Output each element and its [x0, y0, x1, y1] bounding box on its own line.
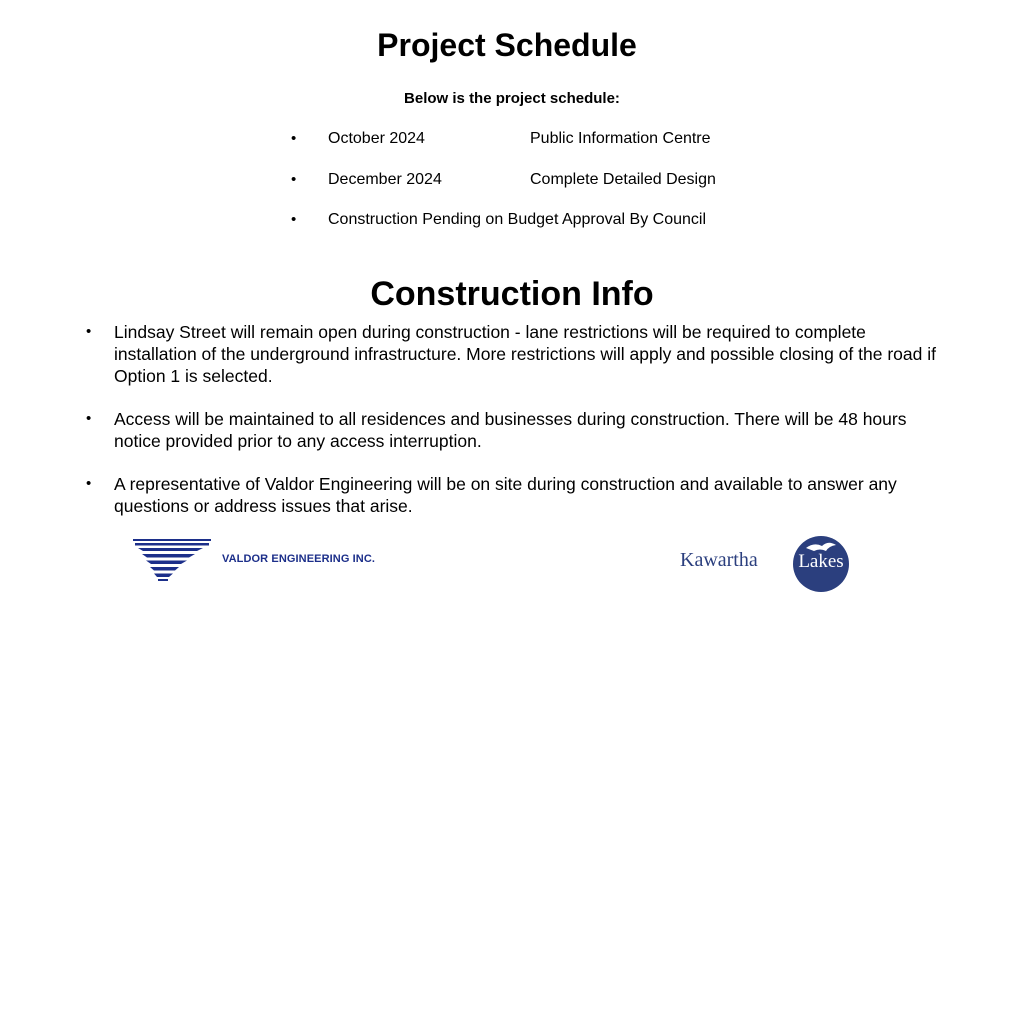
kawartha-lakes-logo [678, 536, 858, 594]
schedule-event: Complete Detailed Design [530, 171, 716, 188]
bullet: • [291, 171, 297, 188]
schedule-item [0, 210, 1024, 230]
lakes-logo-text: Lakes [798, 551, 844, 572]
construction-info-text: Access will be maintained to all residences and businesses during construction. There will be 48 hours notice provided prior to any access interruption. [114, 409, 907, 451]
schedule-date: December 2024 [328, 171, 442, 188]
construction-info-text: A representative of Valdor Engineering will be on site during construction and available to answer any questions or address issues that arise. [114, 474, 897, 516]
bullet: • [86, 410, 92, 427]
schedule-title: Project Schedule [377, 27, 637, 63]
bullet: • [86, 475, 92, 492]
bullet: • [291, 211, 297, 228]
valdor-logo-text: VALDOR ENGINEERING INC. [222, 553, 376, 565]
schedule-date: October 2024 [328, 130, 425, 147]
kawartha-logo-text: Kawartha [680, 549, 758, 571]
bullet: • [291, 130, 297, 147]
valdor-logo-icon [131, 538, 213, 582]
construction-title: Construction Info [370, 275, 654, 313]
bullet: • [86, 323, 92, 340]
schedule-item [0, 129, 1024, 149]
schedule-intro: Below is the project schedule: [404, 90, 620, 107]
construction-info-text: Lindsay Street will remain open during construction - lane restrictions will be required to complete installation of the underground infrastructure. More restrictions will apply and possible closing of the road if Option 1 is selected. [114, 322, 936, 386]
schedule-item [0, 170, 1024, 190]
schedule-note: Construction Pending on Budget Approval By Council [328, 211, 707, 228]
schedule-event: Public Information Centre [530, 130, 711, 147]
